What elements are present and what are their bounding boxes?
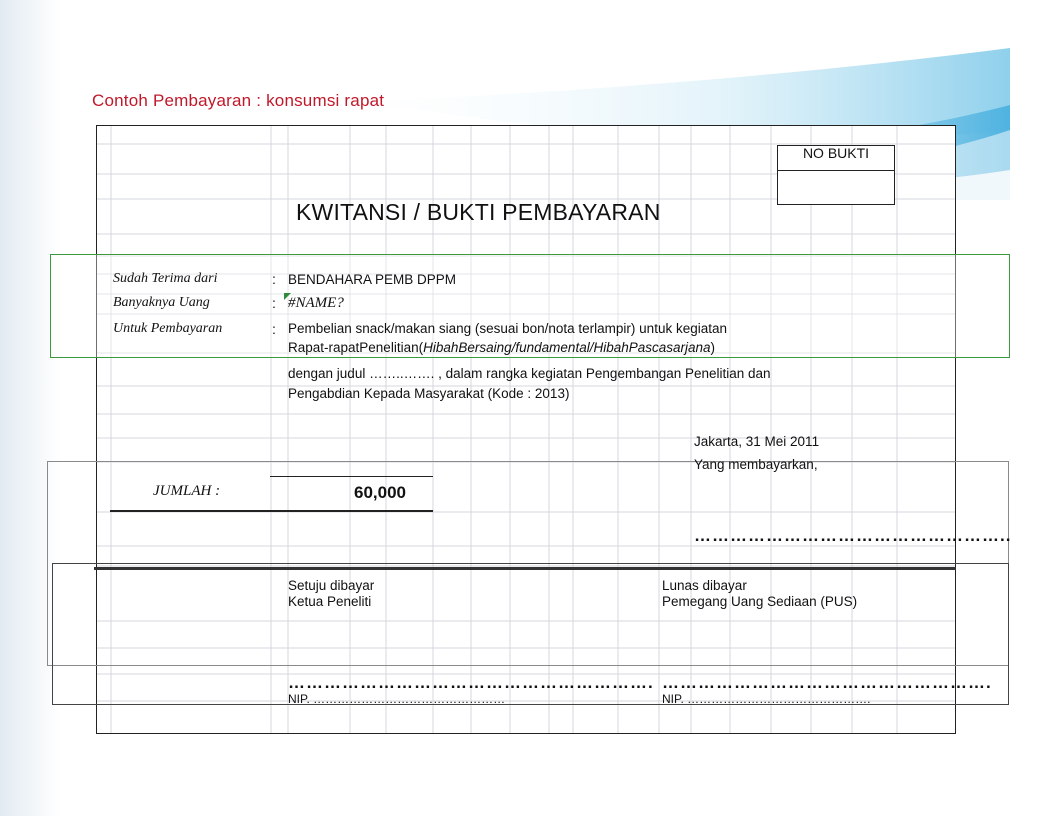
approve-right-line2: Pemegang Uang Sediaan (PUS) (662, 594, 858, 609)
jumlah-top-border (270, 476, 433, 477)
field-colon: : (272, 295, 276, 311)
field-label-amount-words: Banyaknya Uang (113, 295, 210, 310)
field-label-received-from: Sudah Terima dari (113, 271, 218, 286)
purpose-line2-prefix: Rapat-rapatPenelitian( (288, 340, 424, 355)
approve-left-line1: Setuju dibayar (288, 578, 375, 593)
approve-right-nip: NIP. ………………………………………. (662, 692, 871, 706)
no-bukti-box (777, 145, 895, 205)
jumlah-value: 60,000 (354, 483, 406, 502)
approve-left-nip: NIP. ………………………………………… (288, 692, 506, 706)
field-colon: : (272, 321, 276, 337)
place-date: Jakarta, 31 Mei 2011 (694, 434, 820, 449)
jumlah-label: JUMLAH : (153, 483, 221, 499)
approve-left-line2: Ketua Peneliti (288, 594, 372, 609)
field-colon: : (272, 271, 276, 287)
jumlah-bottom-border (110, 510, 433, 512)
no-bukti-label: NO BUKTI (778, 146, 894, 171)
receipt-title: KWITANSI / BUKTI PEMBAYARAN (296, 199, 661, 225)
field-value-purpose-line3: dengan judul ……..……. , dalam rangka kegiatan Pengembangan Penelitian dan (288, 366, 771, 381)
field-value-purpose-line4: Pengabdian Kepada Masyarakat (Kode : 2013) (288, 386, 570, 401)
error-indicator-icon (284, 293, 292, 301)
slide-title: Contoh Pembayaran : konsumsi rapat (92, 91, 385, 110)
approve-right-line1: Lunas dibayar (662, 578, 747, 593)
field-value-purpose-line1: Pembelian snack/makan siang (sesuai bon/nota terlampir) untuk kegiatan (288, 321, 727, 336)
section-separator (94, 567, 956, 570)
field-value-amount-words: #NAME? (288, 295, 344, 311)
approve-right-signature-line: ………………………………………………. (662, 673, 992, 692)
field-value-received-from: BENDAHARA PEMB DPPM (288, 272, 457, 287)
field-value-purpose-line2 (288, 338, 715, 357)
approve-left-signature-line: ……………………………………………………. (288, 673, 654, 692)
field-label-for-payment: Untuk Pembayaran (113, 321, 223, 336)
purpose-line2-suffix: ) (710, 340, 716, 355)
left-edge-fade (0, 0, 60, 816)
payer-signature-line: …………………………………………….. (694, 526, 1012, 545)
purpose-line2-italic: HibahBersaing/fundamental/HibahPascasarjana (423, 340, 711, 355)
payer-label: Yang membayarkan, (694, 457, 818, 472)
